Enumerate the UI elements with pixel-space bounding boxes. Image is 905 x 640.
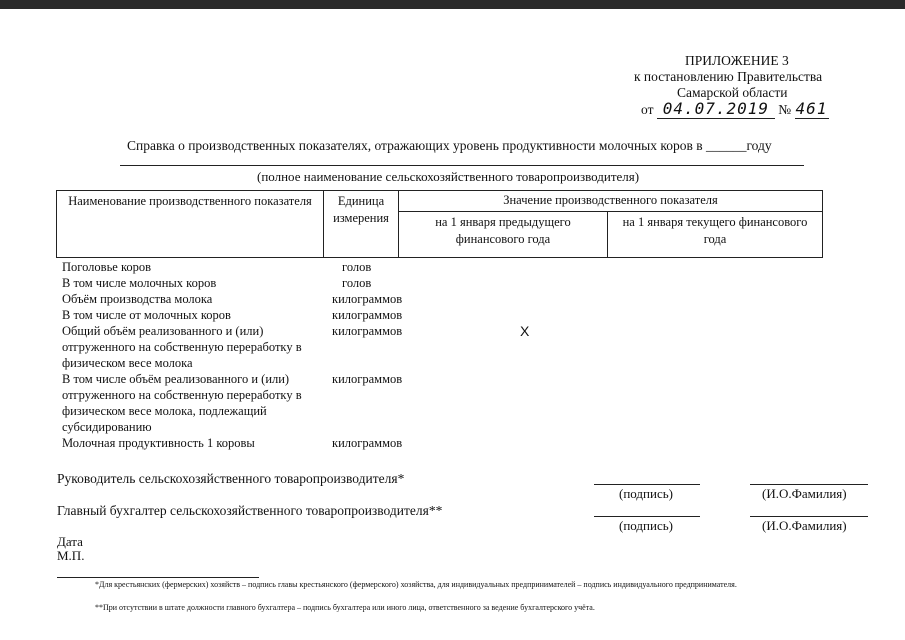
footnote-1: *Для крестьянских (фермерских) хозяйств – подпись главы крестьянского (фермерского) хозяйства, для индивидуальных предпринимателей – подпись индивидуального предпринимателя. xyxy=(95,580,737,589)
head-name-line xyxy=(750,484,868,485)
indicator-unit: килограммов xyxy=(332,292,403,306)
indicator-unit: килограммов xyxy=(332,372,403,386)
producer-name-line xyxy=(120,165,804,166)
indicator-unit: голов xyxy=(342,260,372,274)
indicator-unit: голов xyxy=(342,276,372,290)
stamp-label: М.П. xyxy=(57,548,85,563)
list-item xyxy=(62,307,403,323)
list-item xyxy=(62,291,403,307)
number-label: № xyxy=(778,102,792,117)
head-signature-line xyxy=(594,484,700,485)
footnote-separator xyxy=(57,577,259,578)
appendix-line-2: Самарской области xyxy=(677,85,788,100)
date-label: Дата xyxy=(57,534,83,549)
footnote-2: **При отсутствии в штате должности главного бухгалтера – подпись бухгалтера или иного лица, ответственного за ведение бухгалтерского учёта. xyxy=(95,603,595,612)
appendix-title: ПРИЛОЖЕНИЕ 3 xyxy=(685,53,789,68)
value-prev-year: Х xyxy=(520,323,530,339)
indicator-name: Общий объём реализованного и (или) отгруженного на собственную переработку в физическом весе молока xyxy=(62,324,302,370)
accountant-name-caption: (И.О.Фамилия) xyxy=(762,518,847,533)
col-unit: Единица измерения xyxy=(324,191,399,258)
producer-name-caption: (полное наименование сельскохозяйственного товаропроизводителя) xyxy=(257,169,640,184)
indicators-table-header xyxy=(56,190,823,258)
accountant-signature-line xyxy=(594,516,700,517)
handwritten-date: 04.07.2019 xyxy=(657,99,775,119)
head-signature-label: Руководитель сельскохозяйственного товаропроизводителя* xyxy=(57,471,405,486)
subcol-prev-year: на 1 января предыдущего финансового года xyxy=(399,212,608,258)
indicators-list xyxy=(62,259,530,451)
accountant-signature-label: Главный бухгалтер сельскохозяйственного товаропроизводителя** xyxy=(57,503,443,518)
list-item xyxy=(62,435,403,451)
indicator-unit: килограммов xyxy=(332,308,403,322)
indicator-name: В том числе молочных коров xyxy=(62,276,217,290)
col-indicator-name: Наименование производственного показателя xyxy=(57,191,324,258)
indicator-name: Поголовье коров xyxy=(62,260,152,274)
indicator-name: Объём производства молока xyxy=(62,292,213,306)
list-item xyxy=(62,259,372,275)
subcol-current-year: на 1 января текущего финансового года xyxy=(608,212,823,258)
indicator-name: Молочная продуктивность 1 коровы xyxy=(62,436,255,450)
indicator-name: В том числе объём реализованного и (или) отгруженного на собственную переработку в физическом весе молока, подлежащий субсидированию xyxy=(62,372,302,434)
list-item xyxy=(62,323,530,371)
handwritten-number: 461 xyxy=(795,99,828,118)
accountant-signature-caption: (подпись) xyxy=(619,518,673,533)
scan-top-band xyxy=(0,0,905,9)
list-item xyxy=(62,275,372,291)
document-heading: Справка о производственных показателях, отражающих уровень продуктивности молочных коров в ______году xyxy=(127,138,772,153)
appendix-line-1: к постановлению Правительства xyxy=(634,69,823,84)
accountant-name-line xyxy=(750,516,868,517)
head-signature-caption: (подпись) xyxy=(619,486,673,501)
indicator-unit: килограммов xyxy=(332,324,403,338)
col-value: Значение производственного показателя xyxy=(399,191,823,212)
from-label: от xyxy=(641,102,654,117)
indicator-name: В том числе от молочных коров xyxy=(62,308,231,322)
indicator-unit: килограммов xyxy=(332,436,403,450)
appendix-date-line xyxy=(641,99,829,119)
list-item xyxy=(62,371,403,435)
head-name-caption: (И.О.Фамилия) xyxy=(762,486,847,501)
